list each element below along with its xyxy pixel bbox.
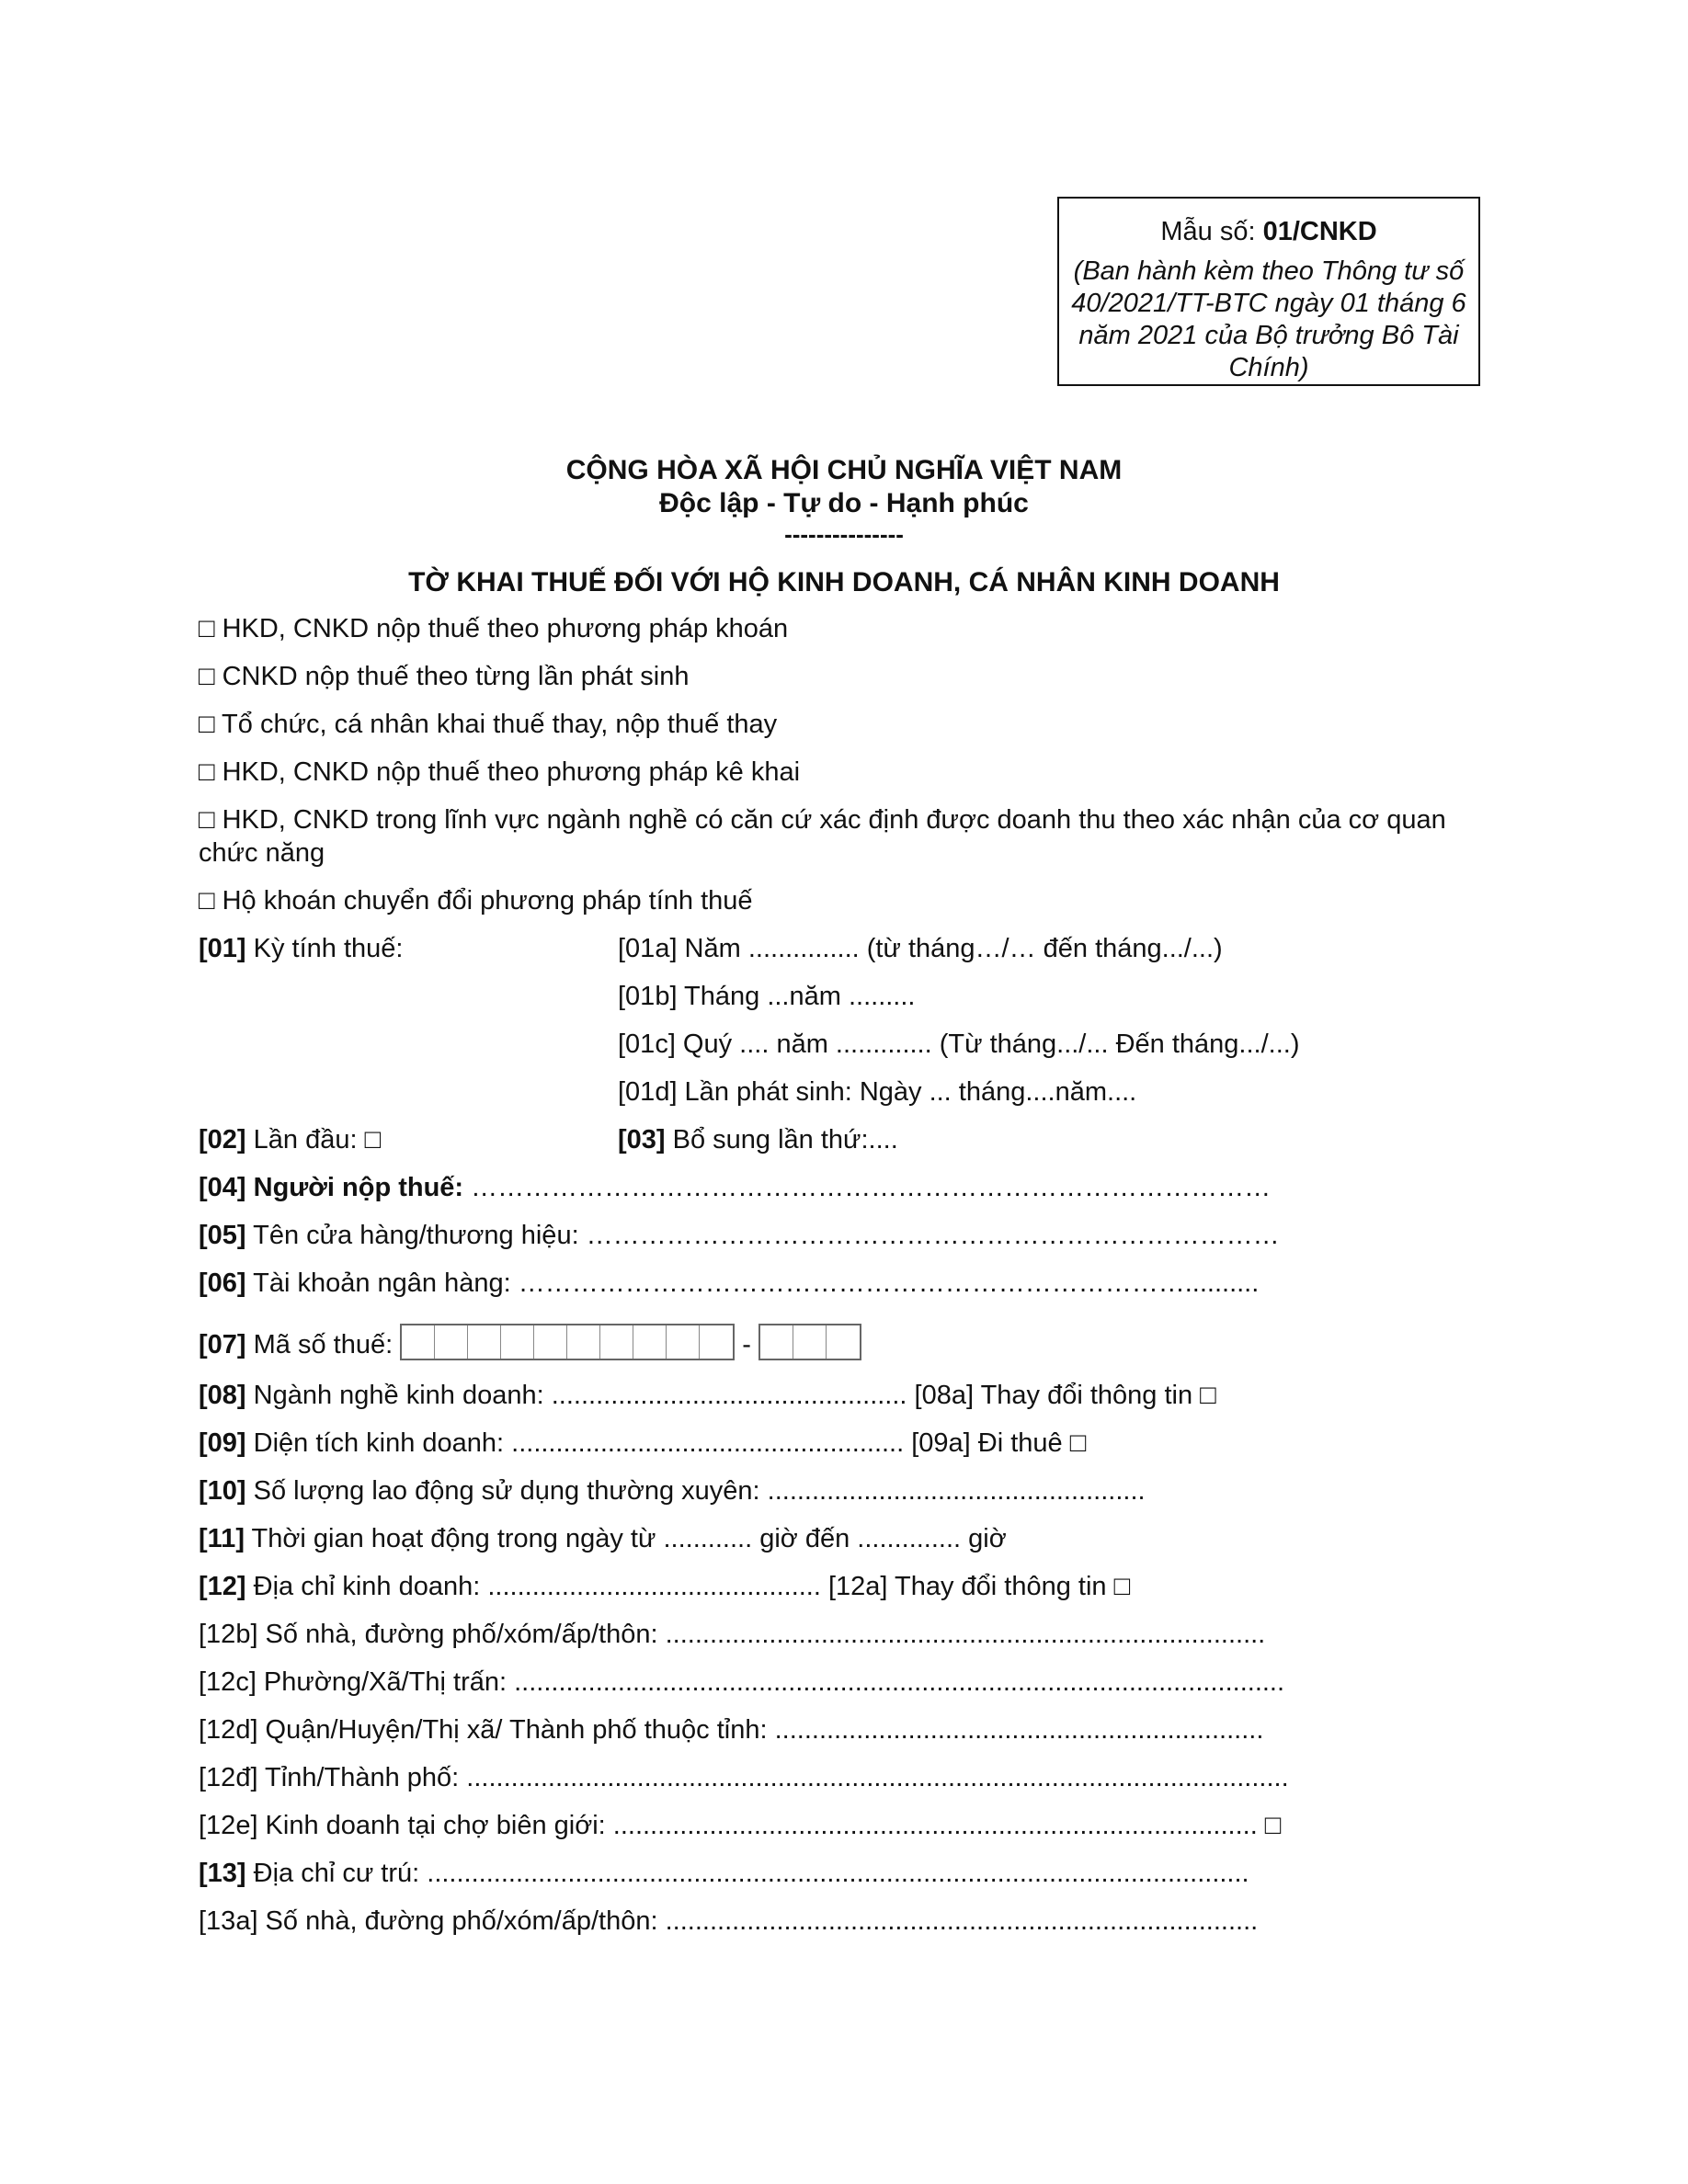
field-12dd-province[interactable]: [12đ] Tỉnh/Thành phố: ............................................................................................................... — [199, 1763, 1289, 1792]
field-08-code: [08] — [199, 1381, 246, 1410]
field-11-code: [11] — [199, 1524, 245, 1553]
document-title: TỜ KHAI THUẾ ĐỐI VỚI HỘ KINH DOANH, CÁ NHÂN KINH DOANH — [408, 567, 1280, 597]
option-per-occurrence[interactable]: □ CNKD nộp thuế theo từng lần phát sinh — [199, 662, 690, 691]
field-03-label: Bổ sung lần thứ:.... — [665, 1125, 898, 1155]
field-01-tax-period — [199, 932, 403, 965]
field-13-residence[interactable] — [199, 1857, 1249, 1890]
field-01d-occurrence[interactable]: [01d] Lần phát sinh: Ngày ... tháng....năm.... — [618, 1077, 1137, 1107]
form-issuance-note: (Ban hành kèm theo Thông tư số 40/2021/TT-BTC ngày 01 tháng 6 năm 2021 của Bộ trưởng Bô Tài Chính) — [1071, 256, 1466, 382]
field-10-employees[interactable] — [199, 1474, 1146, 1507]
field-04-label: ……………………………………………………………………………… — [463, 1173, 1272, 1202]
field-12-label: Địa chỉ kinh doanh: ............................................. [12a] Thay đổi thông tin □ — [245, 1572, 1131, 1601]
field-06-label: Tài khoản ngân hàng: ………………………………………………………………….......... — [245, 1268, 1260, 1298]
field-08-business-line[interactable] — [199, 1379, 1216, 1412]
option-withholding[interactable]: □ Tổ chức, cá nhân khai thuế thay, nộp thuế thay — [199, 710, 778, 739]
form-code-line — [1059, 215, 1478, 248]
field-12-business-address[interactable] — [199, 1570, 1130, 1603]
field-13-label: Địa chỉ cư trú: ............................................................................................................... — [245, 1859, 1249, 1888]
field-02-first-time[interactable] — [199, 1123, 381, 1156]
tax-code-branch-boxes[interactable] — [758, 1324, 861, 1360]
field-01c-quarter[interactable]: [01c] Quý .... năm ............. (Từ tháng.../... Đến tháng.../...) — [618, 1029, 1300, 1059]
field-04-taxpayer[interactable] — [199, 1171, 1271, 1204]
field-02-label: Lần đầu: □ — [245, 1125, 382, 1155]
field-11-label: Thời gian hoạt động trong ngày từ ............ giờ đến .............. giờ — [244, 1524, 1007, 1553]
field-01-label: Kỳ tính thuế: — [245, 934, 404, 963]
field-06-bank-account[interactable] — [199, 1267, 1259, 1300]
field-02-code: [02] — [199, 1125, 246, 1155]
field-08-label: Ngành nghề kinh doanh: ................................................ [08a] Thay đổi thông tin □ — [245, 1381, 1216, 1410]
field-05-store-name[interactable] — [199, 1219, 1280, 1252]
field-12b-street[interactable]: [12b] Số nhà, đường phố/xóm/ấp/thôn: ................................................................................. — [199, 1620, 1266, 1649]
nation-title: CỘNG HÒA XÃ HỘI CHỦ NGHĨA VIỆT NAM — [565, 455, 1123, 485]
field-05-code: [05] — [199, 1221, 246, 1250]
field-09-label: Diện tích kinh doanh: ..................................................... [09a] Đi thuê □ — [245, 1428, 1087, 1458]
field-03-code: [03] — [618, 1125, 666, 1155]
field-01-code: [01] — [199, 934, 246, 963]
option-method-conversion[interactable]: □ Hộ khoán chuyển đổi phương pháp tính thuế — [199, 886, 753, 916]
field-09-business-area[interactable] — [199, 1427, 1086, 1460]
option-declaration[interactable]: □ HKD, CNKD nộp thuế theo phương pháp kê khai — [199, 757, 801, 787]
header-separator: --------------- — [784, 520, 904, 548]
tax-code-main-boxes[interactable] — [400, 1324, 735, 1360]
field-09-code: [09] — [199, 1428, 246, 1458]
form-code: 01/CNKD — [1262, 217, 1377, 246]
field-12-code: [12] — [199, 1572, 246, 1601]
field-04-code: [04] Người nộp thuế: — [199, 1173, 464, 1202]
field-10-code: [10] — [199, 1476, 246, 1506]
field-07-tax-code — [199, 1324, 861, 1361]
form-code-label: Mẫu số: — [1160, 217, 1263, 246]
field-13-code: [13] — [199, 1859, 246, 1888]
field-05-label: Tên cửa hàng/thương hiệu: …………………………………………………………………… — [245, 1221, 1280, 1250]
field-12c-ward[interactable]: [12c] Phường/Xã/Thị trấn: ........................................................................................................ — [199, 1667, 1285, 1697]
field-01b-month[interactable]: [01b] Tháng ...năm ......... — [618, 982, 916, 1011]
tax-code-dash: - — [735, 1330, 759, 1359]
field-01a-year[interactable]: [01a] Năm ............... (từ tháng…/… đến tháng.../...) — [618, 934, 1223, 963]
option-revenue-confirmation[interactable]: □ HKD, CNKD trong lĩnh vực ngành nghề có căn cứ xác định được doanh thu theo xác nhận của cơ quan chức năng — [199, 805, 1446, 868]
field-13a-street[interactable]: [13a] Số nhà, đường phố/xóm/ấp/thôn: ................................................................................ — [199, 1906, 1259, 1936]
national-motto: Độc lập - Tự do - Hạnh phúc — [659, 488, 1029, 518]
field-07-code: [07] — [199, 1330, 246, 1359]
field-07-label: Mã số thuế: — [245, 1330, 401, 1359]
form-code-box — [1057, 197, 1480, 386]
field-06-code: [06] — [199, 1268, 246, 1298]
option-lump-sum[interactable]: □ HKD, CNKD nộp thuế theo phương pháp khoán — [199, 614, 789, 643]
field-11-operating-hours[interactable] — [199, 1522, 1007, 1555]
field-12d-district[interactable]: [12d] Quận/Huyện/Thị xã/ Thành phố thuộc tỉnh: .................................................................. — [199, 1715, 1264, 1745]
field-12e-border-market[interactable]: [12e] Kinh doanh tại chợ biên giới: ....................................................................................... □ — [199, 1811, 1282, 1840]
field-10-label: Số lượng lao động sử dụng thường xuyên: ................................................... — [245, 1476, 1146, 1506]
field-03-supplement[interactable] — [618, 1123, 898, 1156]
